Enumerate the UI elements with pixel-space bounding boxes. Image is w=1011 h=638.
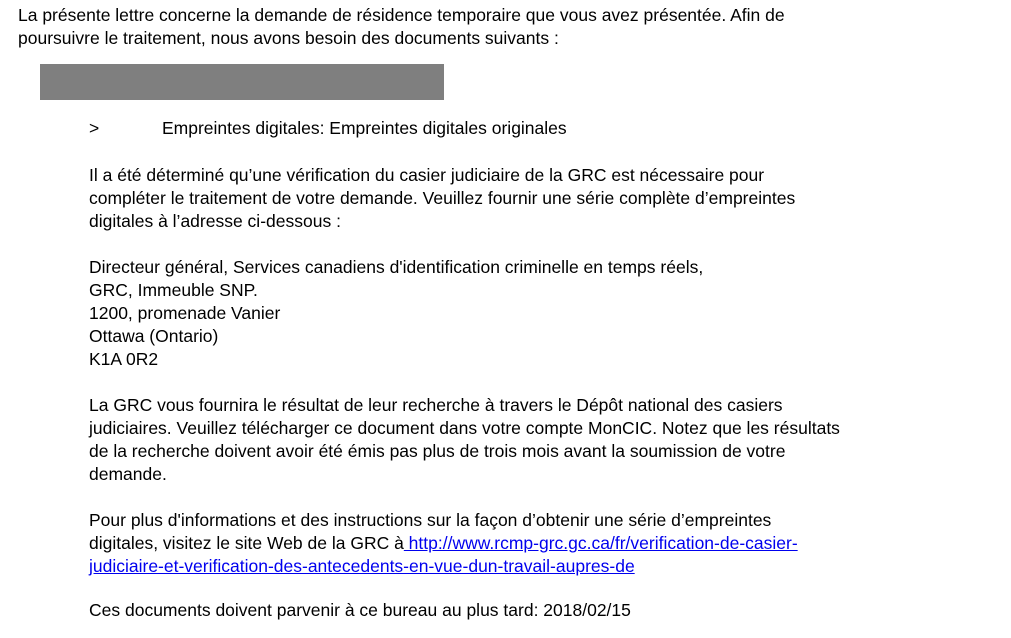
paragraph2-line-4: demande. <box>89 464 167 484</box>
mailing-address <box>89 256 989 371</box>
more-info-paragraph <box>89 509 989 578</box>
paragraph1-line-3: digitales à l’adresse ci-dessous : <box>89 211 341 231</box>
paragraph2-line-3: de la recherche doivent avoir été émis pas plus de trois mois avant la soumission de votre <box>89 441 786 461</box>
intro-line-2: poursuivre le traitement, nous avons besoin des documents suivants : <box>18 28 559 48</box>
paragraph1-line-2: compléter le traitement de votre demande. Veuillez fournir une série complète d’empreintes <box>89 188 796 208</box>
bullet-marker-icon: > <box>89 118 100 138</box>
rcmp-link-part-1[interactable]: http://www.rcmp-grc.gc.ca/fr/verification-de-casier- <box>403 533 798 553</box>
document-request-text: Empreintes digitales: Empreintes digitales originales <box>162 118 567 138</box>
fingerprint-requirement-paragraph <box>89 164 989 233</box>
paragraph2-line-2: judiciaires. Veuillez télécharger ce document dans votre compte MonCIC. Notez que les résultats <box>89 418 840 438</box>
results-paragraph <box>89 394 989 486</box>
redacted-block <box>40 64 444 100</box>
deadline-text: Ces documents doivent parvenir à ce bureau au plus tard: 2018/02/15 <box>89 600 631 620</box>
intro-line-1: La présente lettre concerne la demande de résidence temporaire que vous avez présentée. Afin de <box>18 5 785 25</box>
paragraph1-line-1: Il a été déterminé qu’une vérification du casier judiciaire de la GRC est nécessaire pour <box>89 165 765 185</box>
address-line-3: 1200, promenade Vanier <box>89 303 281 323</box>
paragraph3-line-1: Pour plus d'informations et des instructions sur la façon d’obtenir une série d’empreintes <box>89 510 772 530</box>
address-line-5: K1A 0R2 <box>89 349 159 369</box>
document-request-item <box>89 117 989 140</box>
address-line-4: Ottawa (Ontario) <box>89 326 219 346</box>
intro-paragraph <box>18 4 1003 50</box>
deadline-statement <box>89 599 989 622</box>
paragraph2-line-1: La GRC vous fournira le résultat de leur recherche à travers le Dépôt national des casiers <box>89 395 783 415</box>
address-line-1: Directeur général, Services canadiens d'identification criminelle en temps réels, <box>89 257 704 277</box>
rcmp-link-part-2[interactable]: judiciaire-et-verification-des-antecedents-en-vue-dun-travail-aupres-de <box>89 556 635 576</box>
address-line-2: GRC, Immeuble SNP. <box>89 280 258 300</box>
paragraph3-line-2: digitales, visitez le site Web de la GRC à <box>89 533 404 553</box>
